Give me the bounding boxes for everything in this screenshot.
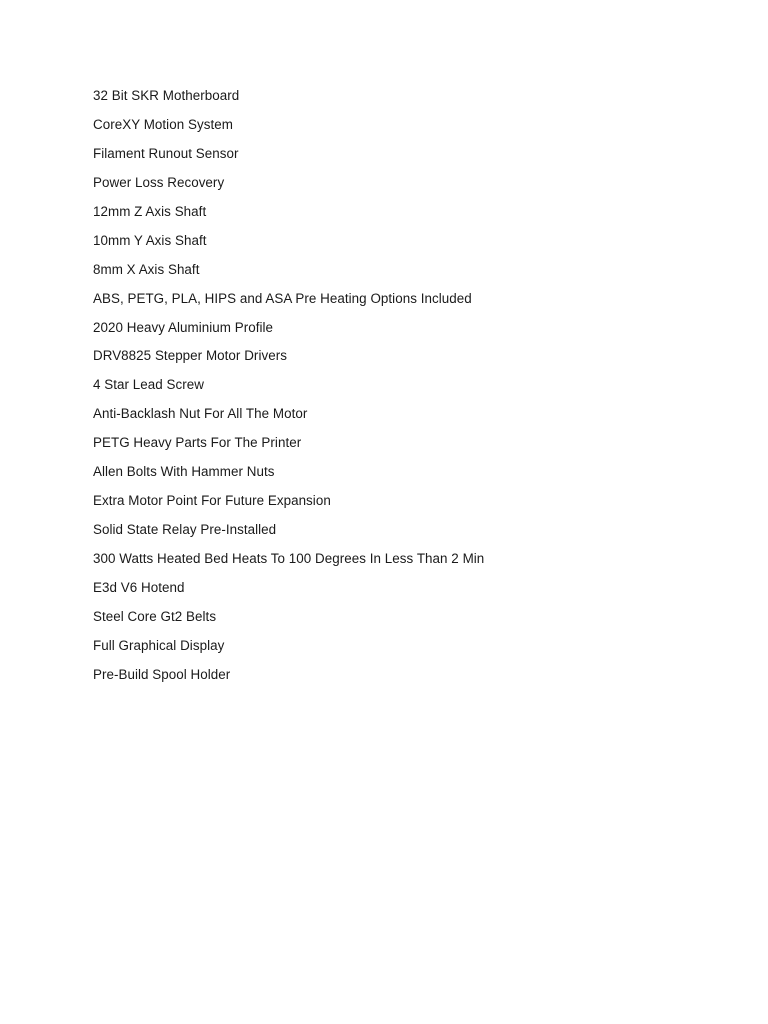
feature-item: CoreXY Motion System	[93, 116, 233, 132]
feature-item: 4 Star Lead Screw	[93, 377, 205, 393]
feature-item: Solid State Relay Pre-Installed	[93, 522, 277, 538]
feature-item: Anti-Backlash Nut For All The Motor	[93, 406, 308, 422]
feature-item: 12mm Z Axis Shaft	[93, 203, 207, 219]
feature-item: Pre-Build Spool Holder	[93, 666, 231, 682]
feature-item: Filament Runout Sensor	[93, 145, 239, 161]
feature-item: PETG Heavy Parts For The Printer	[93, 435, 302, 451]
feature-item: DRV8825 Stepper Motor Drivers	[93, 348, 287, 364]
feature-item: 32 Bit SKR Motherboard	[93, 88, 240, 103]
feature-item: 10mm Y Axis Shaft	[93, 232, 207, 248]
feature-item: 2020 Heavy Aluminium Profile	[93, 319, 274, 335]
feature-item: E3d V6 Hotend	[93, 579, 185, 595]
feature-item: Extra Motor Point For Future Expansion	[93, 493, 331, 509]
feature-item: Power Loss Recovery	[93, 174, 225, 190]
feature-item: Full Graphical Display	[93, 637, 225, 653]
feature-item: 8mm X Axis Shaft	[93, 261, 200, 277]
feature-list	[93, 86, 484, 694]
feature-item: 300 Watts Heated Bed Heats To 100 Degrees In Less Than 2 Min	[93, 551, 485, 566]
feature-item: Allen Bolts With Hammer Nuts	[93, 464, 275, 480]
feature-item: Steel Core Gt2 Belts	[93, 608, 217, 624]
feature-item: ABS, PETG, PLA, HIPS and ASA Pre Heating Options Included	[93, 290, 472, 306]
